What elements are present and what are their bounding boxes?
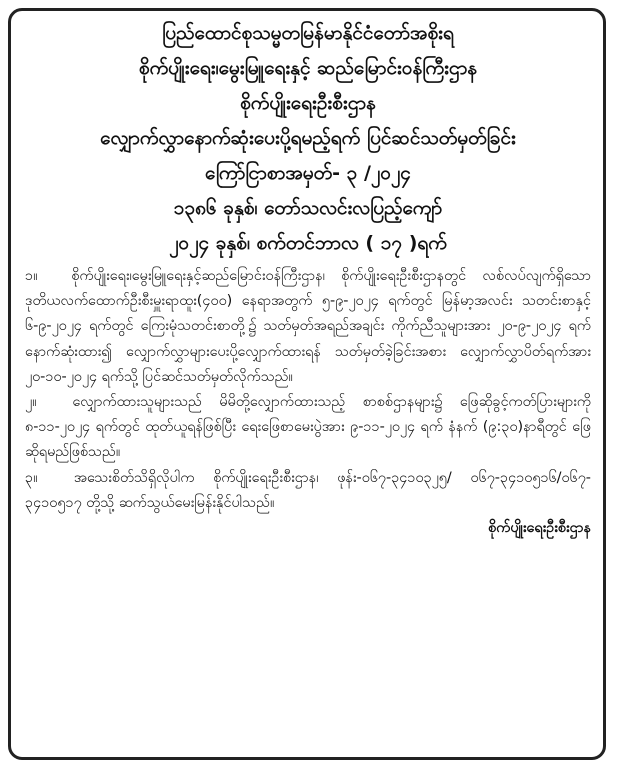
- paragraph-text: စိုက်ပျိုးရေး၊မွေးမြူရေးနှင့်ဆည်မြောင်းဝန်ကြီးဌာန၊ စိုက်ပျိုးရေးဦးစီးဌာနတွင် လစ်လပ်လျက်ရှိသော ဒုတိယလက်ထောက်ဦးစီးမှူးရာထူး(၄၀၀) နေရာအတွက် ၅-၉-၂၀၂၄ ရက်တွင် မြန်မာ့အလင်း သတင်းစာနှင့် ၆-၉-၂၀၂၄ ရက်တွင် ကြေးမုံသတင်းစာတို့၌ သတ်မှတ်အရည်အချင်း ကိုက်ညီသူများအား ၂၀-၉-၂၀၂၄ ရက်နောက်ဆုံးထား၍ လျှောက်လွှာများပေးပို့လျှောက်ထားရန် သတ်မှတ်ခဲ့ခြင်းအစား လျှောက်လွှာပိတ်ရက်အား ၂၀-၁၀-၂၀၂၄ ရက်သို့ ပြင်ဆင်သတ်မှတ်လိုက်သည်။: [25, 268, 591, 385]
- paragraph-number: ၁။: [25, 268, 38, 284]
- announcement-body: [25, 264, 591, 516]
- paragraph-number: ၂။: [25, 394, 37, 411]
- myanmar-date: ၁၃၈၆ ခုနှစ်၊ တော်သလင်းလပြည့်ကျော်: [173, 197, 443, 219]
- ministry-title: စိုက်ပျိုးရေး၊မွေးမြူရေးနှင့် ဆည်မြောင်းဝန်ကြီးဌာန: [138, 57, 478, 79]
- paragraph-2: [25, 390, 591, 466]
- announcement-header: [25, 19, 591, 258]
- paragraph-3: [25, 466, 591, 516]
- paragraph-text: လျှောက်ထားသူများသည် မိမိတို့လျှောက်ထားသည့် စာစစ်ဌာနများ၌ ဖြေဆိုခွင့်ကတ်ပြားများကို ၈-၁၁-၂၀၂၄ ရက်တွင် ထုတ်ယူရန်ဖြစ်ပြီး ရေးဖြေစာမေးပွဲအား ၉-၁၁-၂၀၂၄ ရက် နံနက် (၉:၃၀)နာရီတွင် ဖြေဆိုရမည်ဖြစ်သည်။: [25, 394, 591, 461]
- paragraph-number: ၃။: [25, 469, 38, 486]
- announcement-subject: လျှောက်လွှာနောက်ဆုံးပေးပို့ရမည့်ရက် ပြင်ဆင်သတ်မှတ်ခြင်း: [100, 127, 516, 149]
- government-title: ပြည်ထောင်စုသမ္မတမြန်မာနိုင်ငံတော်အစိုးရ: [162, 22, 454, 44]
- announcement-frame: [8, 8, 606, 760]
- department-title: စိုက်ပျိုးရေးဦးစီးဌာန: [240, 92, 376, 114]
- announcement-number: ကြော်ငြာစာအမှတ်- ၃ /၂၀၂၄: [205, 162, 411, 184]
- signature: စိုက်ပျိုးရေးဦးစီးဌာန: [488, 520, 591, 537]
- gregorian-date: ၂၀၂၄ ခုနှစ်၊ စက်တင်ဘာလ ( ၁၇ )ရက်: [169, 232, 447, 254]
- paragraph-text: အသေးစိတ်သိရှိလိုပါက စိုက်ပျိုးရေးဦးစီးဌာန၊ ဖုန်း-၀၆၇-၃၄၁၀၃၂၅/ ၀၆၇-၃၄၁၀၅၁၆/၀၆၇- ၃၄၁၀၅၁၇ တို့သို့ ဆက်သွယ်မေးမြန်းနိုင်ပါသည်။: [25, 469, 591, 511]
- paragraph-1: [25, 264, 591, 390]
